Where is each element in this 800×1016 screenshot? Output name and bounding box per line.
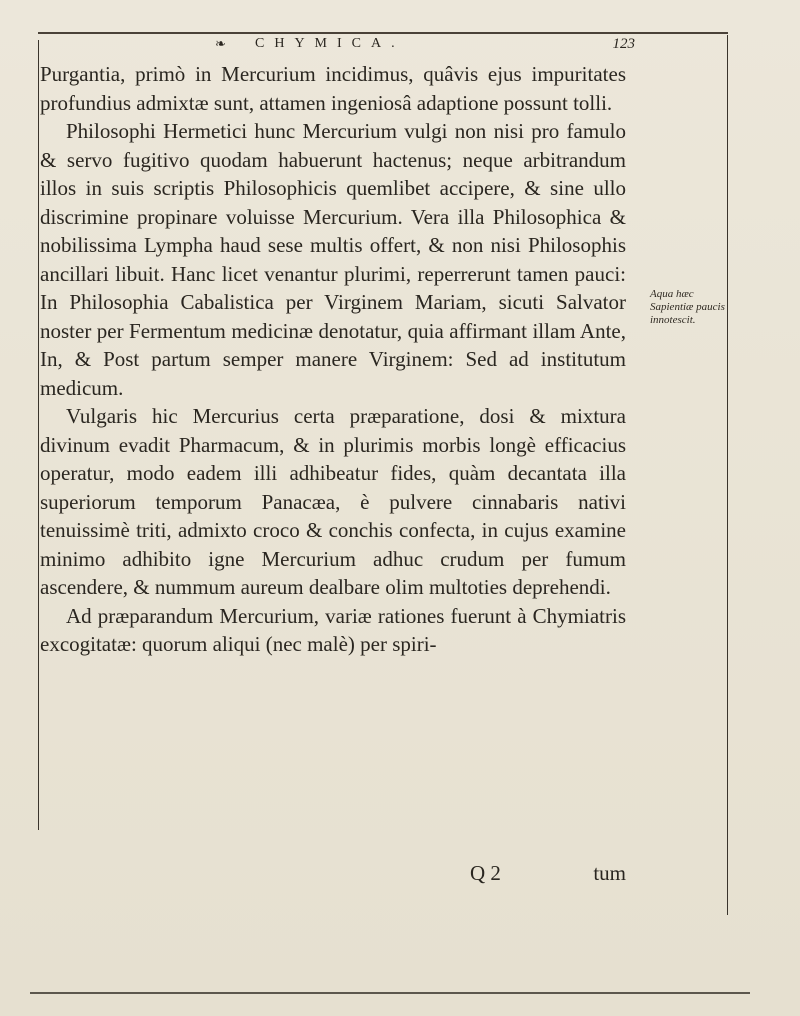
running-head bbox=[215, 36, 635, 56]
page-number: 123 bbox=[612, 36, 635, 52]
bottom-rule bbox=[30, 992, 750, 994]
signature-mark: Q 2 bbox=[470, 861, 501, 885]
ornament-icon: ❧ bbox=[215, 36, 226, 51]
margin-note: Aqua hæc Sapientiæ paucis innotescit. bbox=[650, 288, 725, 326]
paragraph: Vulgaris hic Mercurius certa præparatione, dosi & mixtura divinum evadit Pharmacum, & in plurimis morbis longè efficacius operatur, modo eadem illi adhibeatur fides, quàm decantata illa superiorum temporum Panacæa, è pulvere cinnabaris nativi tenuissimè triti, admixto croco & conchis confecta, in cujus examine minimo adhibito igne Mercurium adhuc crudum per fumum ascendere, & nummum aureum dealbare olim multoties deprehendi. bbox=[40, 404, 626, 599]
paragraph: Philosophi Hermetici hunc Mercurium vulgi non nisi pro famulo & servo fugitivo quodam habuerunt hactenus; neque arbitrandum illos in suis scriptis Philosophicis quemlibet accipere, & sine ullo discrimine propinare voluisse Mercurium. Vera illa Philosophica & nobilissima Lympha haud sese multis offert, & non nisi Philosophis ancillari libuit. Hanc licet venantur plurimi, reperrerunt tamen pauci: In Philosophia Cabalistica per Virginem Mariam, sicuti Salvator noster per Fermentum medicinæ denotatur, quia affirmant illam Ante, In, & Post partum semper manere Virginem: Sed ad institutum medicum. bbox=[40, 119, 626, 400]
paragraph: Ad præparandum Mercurium, variæ rationes fuerunt à Chymiatris excogitatæ: quorum aliqui (nec malè) per spiri- bbox=[40, 603, 626, 656]
paragraph: Purgantia, primò in Mercurium incidimus, quâvis ejus impuritates profundius admixtæ sunt, attamen ingeniosâ adaptione possunt tolli. bbox=[40, 62, 626, 115]
top-rule bbox=[38, 32, 728, 34]
left-margin-rule bbox=[38, 40, 39, 830]
footer-line bbox=[460, 861, 626, 885]
running-title: CHYMICA. bbox=[255, 36, 405, 51]
body-text bbox=[40, 60, 626, 659]
catchword: tum bbox=[593, 861, 626, 885]
right-page-edge bbox=[727, 35, 728, 915]
